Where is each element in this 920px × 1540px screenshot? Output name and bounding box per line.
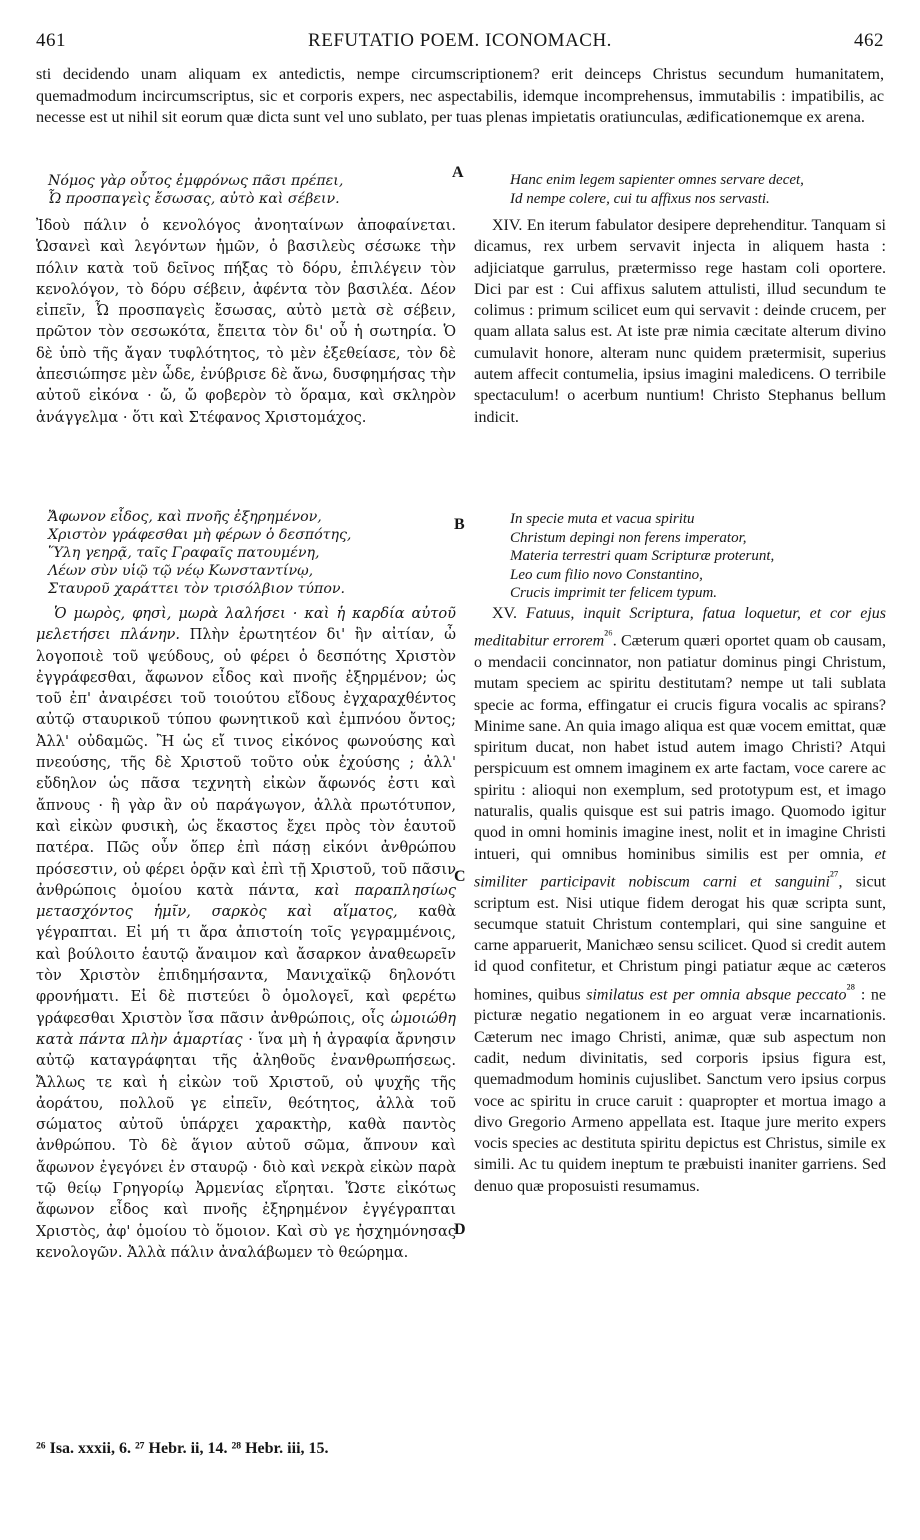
footnote-ref: ²⁸ — [846, 980, 856, 996]
greek-quote: Ὁ μωρὸς, φησὶ, μωρὰ λαλήσει · καὶ ἡ καρδία αὐτοῦ μελετήσει πλάνην. — [36, 605, 456, 644]
greek-quote: ὡμοιώθη κατὰ πάντα πλὴν ἁμαρτίας — [36, 1009, 456, 1048]
greek-column-1 — [36, 215, 456, 428]
greek-quote: καὶ παραπλησίως μετασχόντος ἡμῖν, σαρκὸς καὶ αἵματος, — [36, 881, 456, 921]
latin-verse-2 — [510, 510, 890, 603]
verse-line: Materia terrestri quam Scripturæ proterunt, — [510, 548, 775, 564]
marker-c: C — [454, 868, 466, 885]
greek-text: Πλὴν ἐρωτητέον δι' ἣν αἰτίαν, ὦ λογοποιὲ τοῦ ψεύδους, οὐ φέρει ὁ δεσπότης Χριστὸν ἐγγράφεσθαι, ἄφωνον εἶδος καὶ πνοῆς ἐξηρμένον; ὡς τοῦ ἐπ' ἀναιρέσει τοῦ τοιούτου εἴδους ἐγχαραχθέντος αὐτῷ σταυρικοῦ τύπου φωνητικοῦ καὶ ἐμπνόου ὄντος; Ἀλλ' οὐδαμῶς. Ἢ ὡς εἴ τινος εἰκόνος φωνούσης καὶ πνεούσης, τῆς δὲ Χριστοῦ τοῦτο οὐκ ἐχούσης ; ἀλλ' εὔδηλον ὡς πᾶσα τεχνητὴ εἰκὼν ἄφωνός ἐστι καὶ ἄπνους · ἢ γὰρ ἂν οὐ παράγωγον, ἀλλὰ πρωτότυπον, καὶ εἰκὼν φυσικὴ, ὡς ἕκαστος ἔχει πρὸς τὸν ἑαυτοῦ πατέρα. Πῶς οὖν ὅπερ ἐπὶ πάσῃ εἰκόνι ἀνθρώπου πρόσεστιν, οὐ φέρει ὁρᾷν καὶ ἐπὶ τῇ Χριστοῦ, τοῦ πᾶσιν ἀνθρώποις ὁμοίου κατὰ πάντα, — [36, 626, 456, 899]
latin-paragraph-1: XIV. En iterum fabulator desipere deprehenditur. Tanquam si dicamus, rex urbem servavit injecta in aliquem hasta : adjiciatque garrulus, prætermisso rege hastam coli oportere. Dici par est : Cui affixus salutem attulisti, illud secundum te colimus : primum scilicet eum qui servavit : deinde crucem, per quam allata salus est. At iste præ nimia cæcitate alterum divino cumulavit honore, alteram nunc quidem prætermisit, superius autem affecit contumelia, ipsius imagini maledicens. O terribile spectaculum! o acerbum nuntium! Christo Stephanus bellum indicit. — [474, 217, 886, 426]
marker-b: B — [454, 516, 465, 533]
verse-line: Σταυροῦ χαράττει τὸν τρισόλβιον τύπον. — [48, 581, 345, 597]
greek-text: · ἵνα μὴ ἡ ἀγραφία ἄρνησιν αὐτῷ καταγράφηται τῆς ἀληθοῦς ἐνανθρωπήσεως. Ἄλλως τε καὶ ἡ εἰκὼν τοῦ Χριστοῦ, οὐ ψυχῆς τῆς ἀοράτου, πολλοῦ γε εἰπεῖν, θεότητος, ἀλλὰ τοῦ σώματος αὐτοῦ ὑπάρχει χαρακτὴρ, καθὰ παντὸς ἀνθρώπου. Τὸ δὲ ἅγιον αὐτοῦ σῶμα, ἄπνουν καὶ ἄφωνον ἐγεγόνει ἐν σταυρῷ · διὸ καὶ νεκρὰ εἰκὼν παρὰ τῷ θείῳ Γρηγορίῳ Ἀρμενίας εἴρηται. Ὥστε εἰκότως ἄφωνον εἶδος καὶ πνοῆς ἐξηρημένον ἐγγέγραπται Χριστὸς, ἀφ' ὁμοίου τὸ ὅμοιον. Καὶ σὺ γε ἠσχημόνησας κενολογῶν. Ἀλλὰ πάλιν ἀναλάβωμεν τὸ θεώρημα. — [36, 1030, 456, 1261]
intro-paragraph: sti decidendo unam aliquam ex antedictis, nempe circumscriptionem? erit deinceps Christus secundum humanitatem, quemadmodum incircumscriptus, sic et corporis expers, nec aspectabilis, idemque incomprehensus, immutabilis : impatibilis, ac necesse est ut nihil sit eorum quæ dicta sunt vel uno sublato, per tuas plenas impietatis oratiunculas, ædificationemque ex arena. — [36, 65, 884, 127]
verse-line: In specie muta et vacua spiritu — [510, 511, 695, 527]
latin-paragraph-2 — [474, 603, 886, 1197]
latin-quote: Fatuus, inquit Scriptura, fatua loquetur, et cor ejus meditabitur errorem — [474, 605, 886, 650]
verse-line: Hanc enim legem sapienter omnes servare decet, — [510, 172, 804, 188]
running-title: REFUTATIO POEM. ICONOMACH. — [308, 30, 612, 51]
latin-text: : ne picturæ negatio negationem in eo arguat veræ incarnationis. Cæterum nec imago Christi, animæ, quæ sub aspectum non cadit, nedum divinitatis, sed corporis ipsius figura est, quemadmodum hominis cujuslibet. Sanctum vero ipsius corpus voce ac spiritu in cruce caruit : quapropter et mortua imago a divo Gregorio Armeno appellata est. Itaque jure merito expers vocis species ac destituta spiritu depictus est Christus, simile ex simili. Ac tu quidem ineptum te præbuisti inaniter garriens. Sed denuo quæ proposuisti resumamus. — [474, 986, 887, 1195]
footnote-ref: ²⁶ — [604, 627, 613, 643]
footnote-ref: ²⁷ — [829, 867, 839, 883]
latin-quote: similatus est per omnia absque peccato — [586, 986, 847, 1004]
latin-column-2 — [474, 603, 886, 1197]
latin-verse-1 — [510, 171, 890, 208]
verse-line: Νόμος γὰρ οὗτος ἐμφρόνως πᾶσι πρέπει, — [48, 173, 344, 189]
running-header — [36, 30, 884, 56]
verse-line: Crucis imprimit ter felicem typum. — [510, 585, 718, 601]
greek-column-2 — [36, 603, 456, 1263]
verse-line: Christum depingi non ferens imperator, — [510, 529, 747, 546]
verse-line: Ὦ προσπαγεὶς ἔσωσας, αὐτὸ καὶ σέβειν. — [48, 191, 340, 207]
greek-text: καθὰ γέγραπται. Εἰ μή τι ἄρα ἀπιστοίη τοῖς γεγραμμένοις, καὶ βούλοιτο ἑαυτῷ ἄναιμον καὶ ἄσαρκον ἀναθεωρεῖν τὸν Χριστὸν ἐπιδημήσαντα, Μανιχαϊκῷ δηλονότι φρονήματι. Εἰ δὲ πιστεύει ὃ ὁμολογεῖ, καὶ φερέτω γράφεσθαι Χριστὸν ἴσα πᾶσιν ἀνθρώποις, οἷς — [36, 903, 456, 1027]
marker-a: A — [452, 164, 464, 181]
verse-line: Leo cum filio novo Constantino, — [510, 566, 703, 583]
verse-line: Ἄφωνον εἶδος, καὶ πνοῆς ἐξηρημένον, — [48, 509, 322, 525]
marker-d: D — [454, 1221, 466, 1238]
footnotes: ²⁶ Isa. xxxii, 6. ²⁷ Hebr. ii, 14. ²⁸ Hebr. iii, 15. — [36, 1440, 329, 1457]
latin-text: , sicut scriptum est. Nisi utique fidem derogat his quæ scripta sunt, secumque statuit Christum contemplari, qui sine sanguine et carne apparuerit, Manichæo sensu scilicet. Quod si credit autem id quod confitetur, et Christum pingi patiatur æque ac cæteros homines, quibus — [474, 873, 886, 1004]
verse-line: Id nempe colere, cui tu affixus nos servasti. — [510, 190, 770, 207]
page-number-right: 462 — [854, 30, 884, 51]
greek-paragraph-2 — [36, 603, 456, 1263]
greek-paragraph-1: Ἰδοὺ πάλιν ὁ κενολόγος ἀνοηταίνων ἀποφαίνεται. Ὡσανεὶ καὶ λεγόντων ἡμῶν, ὁ βασιλεὺς σέσωκε τὴν πόλιν κατὰ τοῦ δεῖνος πήξας τὸ δόρυ, ἐπιλέγειν τὸν κενολόγον, τὸ δόρυ σέβειν, ἀφέντα τὸν βασιλέα. Δέον εἰπεῖν, Ὦ προσπαγεὶς ἔσωσας, αὐτὸ μετὰ σὲ σέβειν, πρῶτον τὸν σεσωκότα, ἔπειτα τὸν δι' οὗ ἡ σωτηρία. Ὁ δὲ ὑπὸ τῆς ἄγαν τυφλότητος, τὸ μὲν ἐξεθείασε, τὸν δὲ ἀπεσιώπησε μὲν ὧδε, ἐνύβρισε δὲ ἄνω, δυσφημήσας τὴν αὐτοῦ εἰκόνα · ὤ, ὤ φοβερὸν τὸ ὅραμα, καὶ σκληρὸν ἀνάγγελμα · ὅτι καὶ Στέφανος Χριστομάχος. — [36, 217, 456, 426]
page-number-left: 461 — [36, 30, 66, 51]
greek-verse-1 — [48, 172, 448, 208]
section-number: XV. — [492, 605, 526, 622]
verse-line: Λέων σὺν υἱῷ τῷ νέῳ Κωνσταντίνῳ, — [48, 563, 314, 579]
latin-column-1 — [474, 215, 886, 428]
latin-text: . Cæterum quæri oportet quam ob causam, o mendacii concinnator, non patiatur dominus pingi Christum, mutam speciem ac spiritu destitutam? nempe ut tali sublata specie ac forma, effingatur ei crucis figura vocalis ac spirans? Minime sane. An quia imago aliqua est quæ vocem emittat, quæ spiritum ducat, non habet istud autem imago Christi? Atqui perspicuum est omnem imaginem ex arte factam, voce carere ac spiritu : alioqui non exemplum, sed prototypum est, et imago naturalis, qualis quisque est sui patris imago. Quomodo igitur quod in omni hominis imagine inest, nolit et in imagine Christi intueri, qui omnibus hominibus similis est per omnia, — [474, 632, 886, 863]
verse-line: Χριστὸν γράφεσθαι μὴ φέρων ὁ δεσπότης, — [48, 527, 352, 543]
greek-verse-2 — [48, 508, 448, 598]
verse-line: Ὕλη γεηρᾷ, ταῖς Γραφαῖς πατουμένη, — [48, 545, 320, 561]
latin-quote: et similiter participavit nobiscum carni et sanguini — [474, 845, 886, 891]
